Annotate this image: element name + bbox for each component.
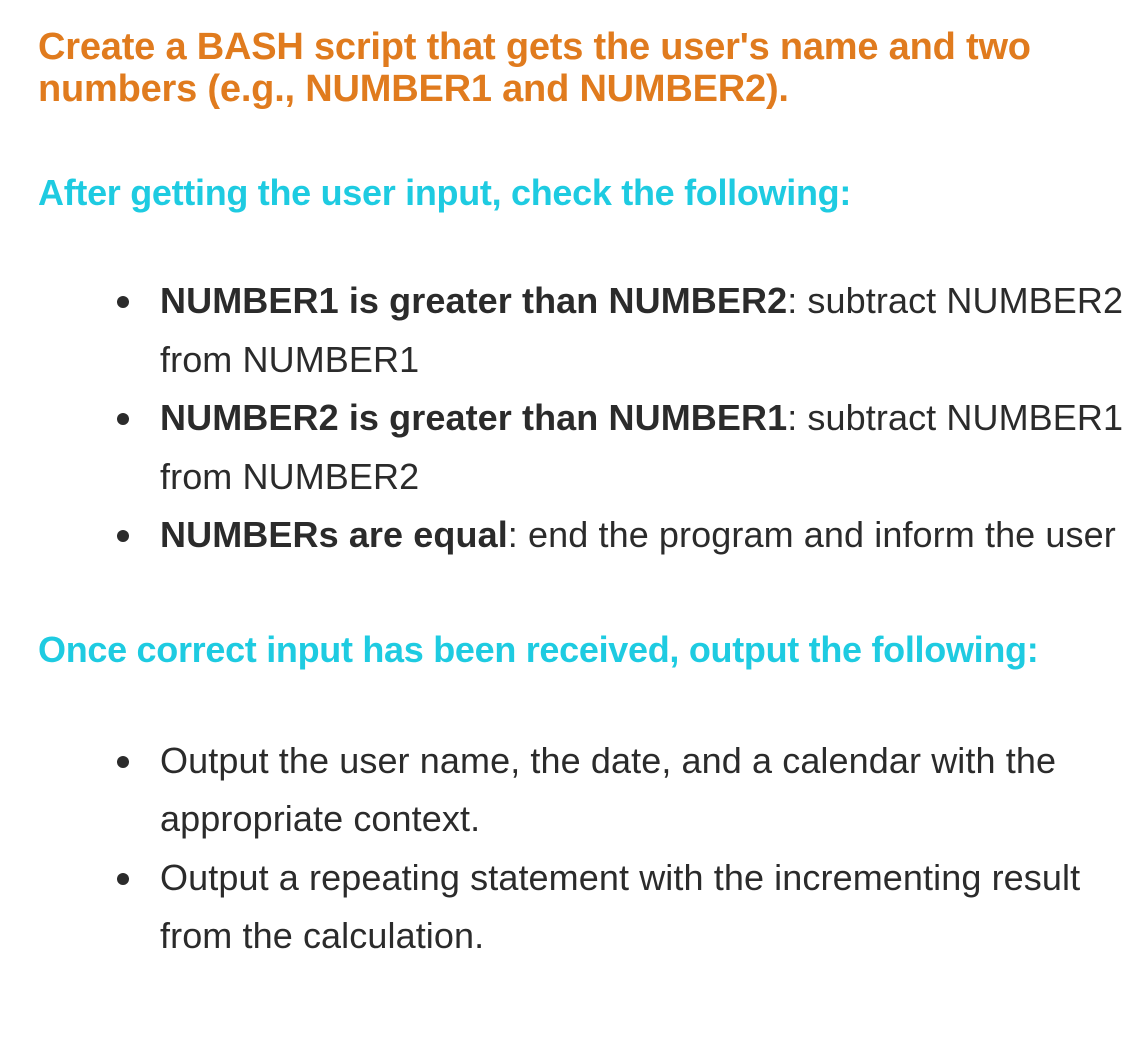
output-item-text: Output the user name, the date, and a calendar with the appropriate context. xyxy=(160,739,1057,839)
assignment-document xyxy=(38,26,1128,966)
output-heading: Once correct input has been received, output the following: xyxy=(38,628,1039,670)
check-item xyxy=(160,506,1128,565)
check-separator: : xyxy=(787,397,798,438)
output-item xyxy=(160,849,1128,966)
check-condition: NUMBER1 is greater than NUMBER2 xyxy=(160,280,788,321)
check-action: end the program and inform the user xyxy=(517,514,1116,555)
check-separator: : xyxy=(507,514,518,555)
output-item xyxy=(160,732,1128,849)
check-separator: : xyxy=(787,280,798,321)
bullet-icon xyxy=(117,873,129,885)
bullet-icon xyxy=(117,756,129,768)
output-list xyxy=(38,732,1128,966)
bullet-icon xyxy=(117,530,129,542)
check-item xyxy=(160,389,1128,506)
check-item xyxy=(160,272,1128,389)
bullet-icon xyxy=(117,413,129,425)
check-condition: NUMBER2 is greater than NUMBER1 xyxy=(160,397,788,438)
title-line-2: numbers (e.g., NUMBER1 and NUMBER2). xyxy=(38,68,789,110)
title-line-1: Create a BASH script that gets the user's name and two xyxy=(38,26,1031,68)
checks-heading: After getting the user input, check the following: xyxy=(38,172,852,213)
assignment-title xyxy=(38,26,1128,110)
check-action: subtract NUMBER2 from NUMBER1 xyxy=(160,280,1124,380)
check-condition: NUMBERs are equal xyxy=(160,514,508,555)
output-item-text: Output a repeating statement with the incrementing result from the calculation. xyxy=(160,856,1081,956)
bullet-icon xyxy=(117,296,129,308)
check-action: subtract NUMBER1 from NUMBER2 xyxy=(160,397,1124,497)
checks-list xyxy=(38,272,1128,565)
